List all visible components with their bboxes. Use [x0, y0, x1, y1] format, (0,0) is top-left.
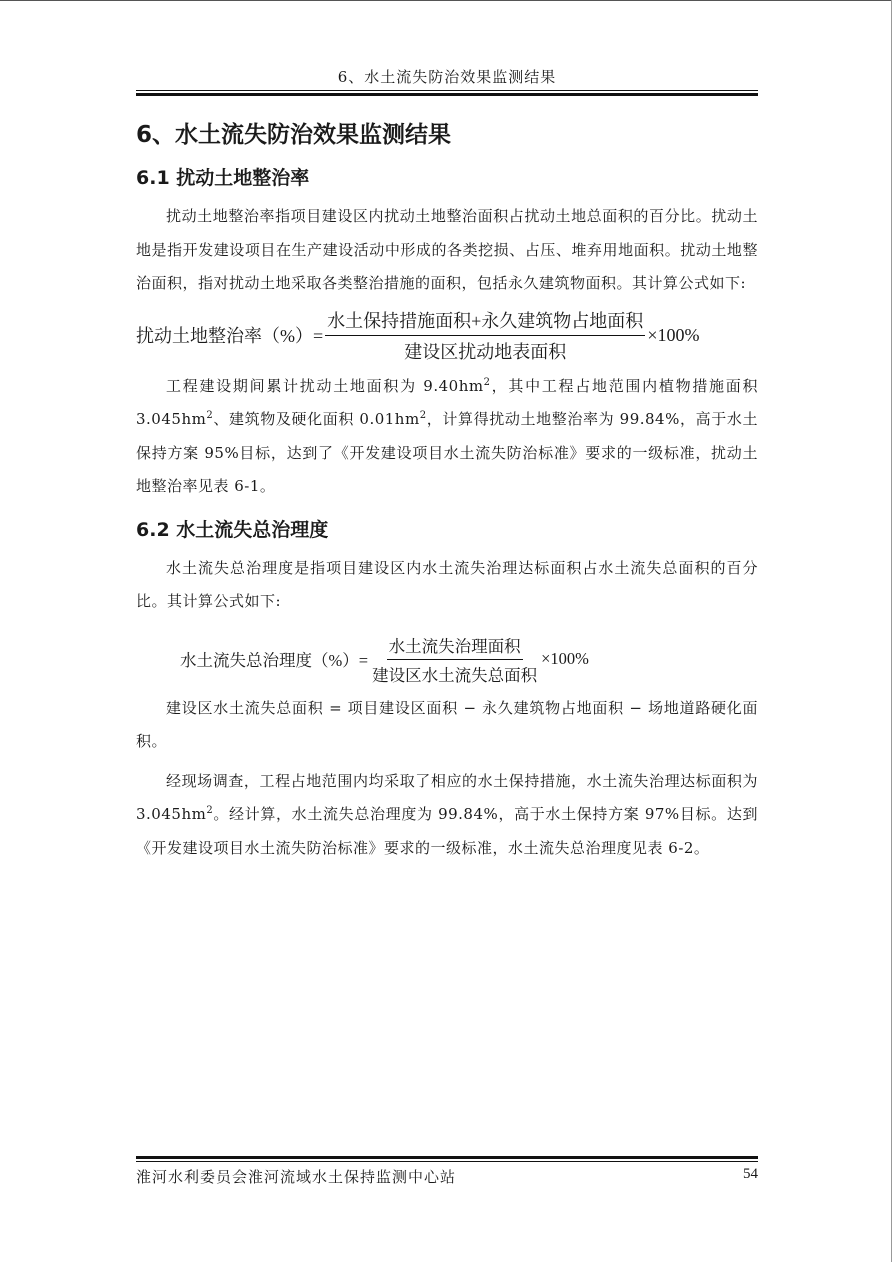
result-text-1: 经现场调查，工程占地范围内均采取了相应的水土保持措施，水土流失治理达标面积为 3.045hm [136, 771, 758, 823]
section-6-2-intro: 水土流失总治理度是指项目建设区内水土流失治理达标面积占水土流失总面积的百分比。其计算公式如下: [136, 558, 758, 610]
formula-lhs: 水土流失总治理度（%）= [180, 651, 369, 670]
result-text-3: 、建筑物及硬化面积 0.01hm [213, 410, 420, 428]
page-frame-top [0, 0, 892, 1]
formula-fraction [325, 307, 645, 364]
superscript: 2 [206, 410, 214, 421]
formula-multiplier: ×100% [541, 649, 589, 668]
section-6-2-title: 6.2 水土流失总治理度 [136, 518, 329, 541]
formula-fraction [370, 633, 539, 686]
disturbed-land-formula [136, 307, 758, 364]
result-text-2: ，其中工程占地范围内植物措施面积 3.045hm [136, 376, 758, 428]
section-6-1-result [136, 370, 758, 504]
section-6-1-title: 6.1 扰动土地整治率 [136, 167, 310, 189]
formula-multiplier: ×100% [647, 324, 700, 345]
footer-organization: 淮河水利委员会淮河流域水土保持监测中心站 [136, 1168, 457, 1186]
section-6-2-result [136, 765, 758, 866]
formula-lhs: 扰动土地整治率（%）= [136, 326, 324, 346]
running-header: 6、水土流失防治效果监测结果 [337, 68, 557, 86]
formula-denominator: 建设区水土流失总面积 [372, 665, 538, 685]
footer-rule-thick [136, 1156, 758, 1159]
page-body [136, 108, 758, 865]
result-text-4: ，计算得扰动土地整治率为 99.84%，高于水土保持方案 95%目标，达到了《开发建设项目水土流失防治标准》要求的一级标准，扰动土地整治率见表 6-1。 [136, 410, 758, 495]
footer-rule-thin [136, 1161, 758, 1162]
formula-numerator: 水土流失治理面积 [387, 633, 523, 660]
superscript: 2 [483, 376, 491, 388]
header-rule-thin [136, 90, 758, 91]
section-6-1-intro: 扰动土地整治率指项目建设区内扰动土地整治面积占扰动土地总面积的百分比。扰动土地是指开发建设项目在生产建设活动中形成的各类挖损、占压、堆弃用地面积。扰动土地整治面积，指对扰动土地采取各类整治措施的面积，包括永久建筑物面积。其计算公式如下: [136, 207, 758, 292]
section-6-2-definition: 建设区水土流失总面积 = 项目建设区面积 − 永久建筑物占地面积 − 场地道路硬化面积。 [136, 698, 758, 750]
erosion-control-formula [180, 633, 758, 686]
superscript: 2 [419, 410, 427, 421]
chapter-title: 6、水土流失防治效果监测结果 [136, 122, 452, 148]
superscript: 2 [206, 805, 214, 816]
page-number: 54 [743, 1166, 758, 1182]
formula-numerator: 水土保持措施面积+永久建筑物占地面积 [325, 307, 645, 336]
result-text-2: 。经计算，水土流失总治理度为 99.84%，高于水土保持方案 97%目标。达到《开发建设项目水土流失防治标准》要求的一级标准，水土流失总治理度见表 6-2。 [136, 805, 758, 857]
result-text-1: 工程建设期间累计扰动土地面积为 9.40hm [166, 376, 484, 395]
header-rule-thick [136, 93, 758, 96]
formula-denominator: 建设区扰动地表面积 [404, 341, 567, 362]
